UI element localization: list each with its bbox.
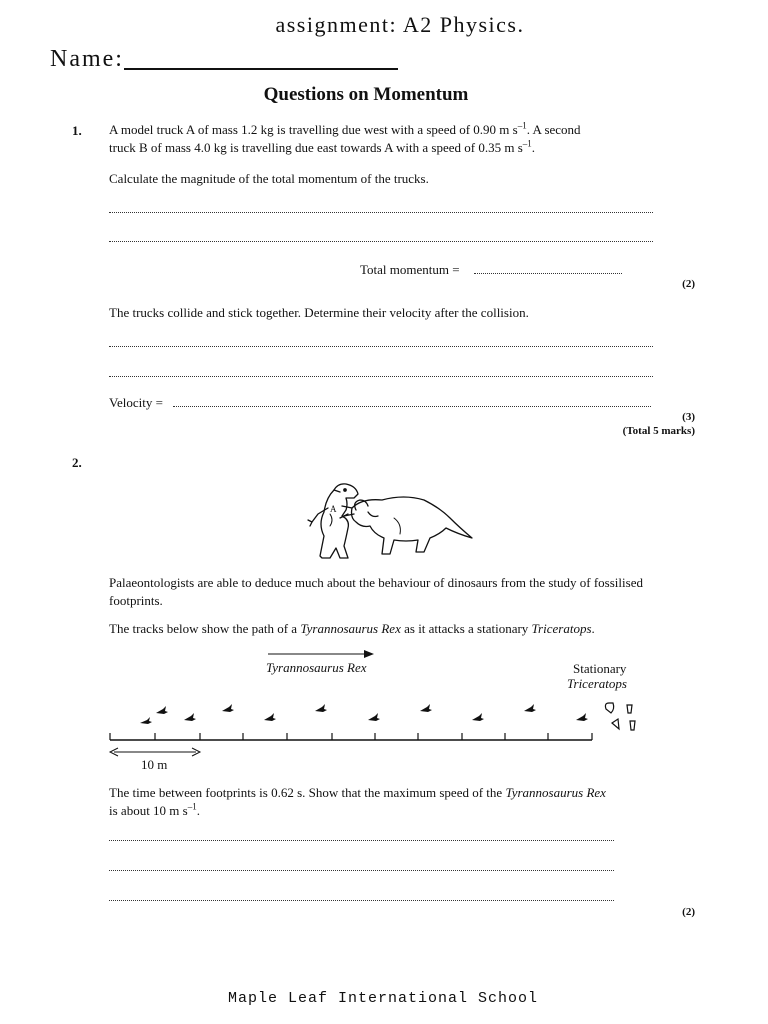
triceratops-label: Triceratops — [567, 676, 627, 691]
question-2-paragraph-3: The time between footprints is 0.62 s. Show that the maximum speed of the Tyrannosaurus Rex is about 10 m $s^{-1}$. — [109, 785, 606, 818]
answer-line[interactable] — [109, 212, 653, 213]
school-footer: Maple Leaf International School — [227, 990, 539, 1007]
velocity-label: Velocity = — [109, 395, 163, 410]
total-marks-badge: (Total 5 marks) — [622, 425, 695, 437]
question-1-prompt-1: Calculate the magnitude of the total momentum of the trucks. — [109, 171, 429, 186]
answer-line[interactable] — [109, 346, 653, 347]
page-title: Questions on Momentum — [263, 84, 469, 105]
answer-line[interactable] — [109, 900, 614, 901]
question-1-number: 1. — [72, 123, 82, 138]
answer-line[interactable] — [109, 840, 614, 841]
name-label: Name: — [50, 46, 124, 72]
total-momentum-label: Total momentum = — [360, 262, 460, 277]
name-underline — [124, 68, 398, 70]
answer-line[interactable] — [109, 376, 653, 377]
question-2-paragraph-2: The tracks below show the path of a Tyrannosaurus Rex as it attacks a stationary Triceratops. — [109, 621, 595, 636]
question-2-number: 2. — [72, 455, 82, 470]
velocity-answer-line[interactable] — [173, 406, 651, 407]
scale-label: 10 m — [141, 757, 168, 772]
marks-badge: (2) — [682, 278, 695, 290]
svg-text:A: A — [330, 504, 337, 514]
question-1-text: A model truck A of mass 1.2 kg is travelling due west with a speed of 0.90 m $s^{-1}$. A second truck B of mass 4.0 kg is travelling due east towards A with a speed of 0.35 m $s^{-1}$. — [109, 120, 581, 155]
assignment-heading: assignment: A2 Physics. — [275, 12, 525, 37]
question-1-prompt-2: The trucks collide and stick together. Determine their velocity after the collision. — [109, 305, 529, 320]
answer-line[interactable] — [109, 870, 614, 871]
trex-direction-label: Tyrannosaurus Rex — [266, 660, 367, 675]
marks-badge: (3) — [682, 411, 695, 423]
stationary-label: Stationary — [573, 661, 627, 676]
dinosaur-illustration — [290, 478, 480, 564]
question-2-paragraph-1: Palaeontologists are able to deduce much about the behaviour of dinosaurs from the study of fossilised footprints. — [109, 575, 643, 608]
marks-badge: (2) — [682, 906, 695, 918]
answer-line[interactable] — [109, 241, 653, 242]
total-momentum-answer-line[interactable] — [474, 273, 622, 274]
